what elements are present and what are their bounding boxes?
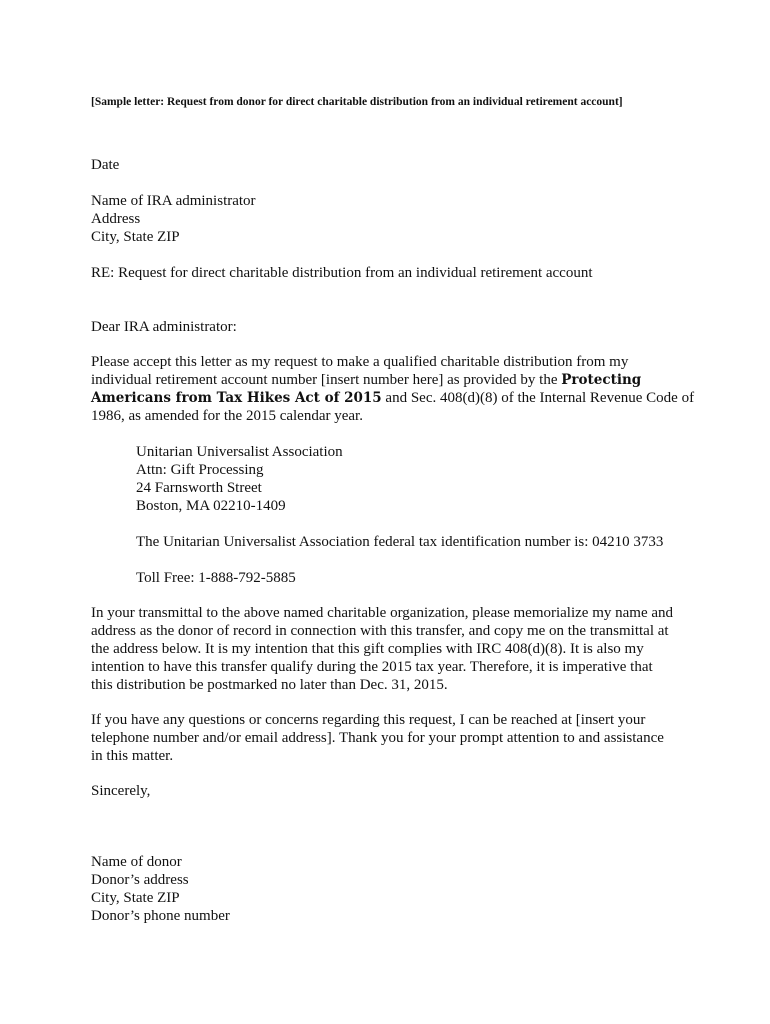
- organization-city: Boston, MA 02210-1409: [136, 498, 286, 514]
- donor-name: Name of donor: [91, 854, 182, 870]
- paragraph-transmittal-line: this distribution be postmarked no later than Dec. 31, 2015.: [91, 677, 448, 693]
- recipient-city-state-zip: City, State ZIP: [91, 229, 180, 245]
- tax-id-line: The Unitarian Universalist Association federal tax identification number is: 04210 3733: [136, 534, 664, 550]
- organization-street: 24 Farnsworth Street: [136, 480, 262, 496]
- date-placeholder: Date: [91, 157, 120, 173]
- salutation: Dear IRA administrator:: [91, 319, 237, 335]
- paragraph-request-line-3: Americans from Tax Hikes Act of 2015 and Sec. 408(d)(8) of the Internal Revenue Code of: [91, 390, 695, 406]
- organization-attn: Attn: Gift Processing: [136, 462, 264, 478]
- act-name-part-2: Americans from Tax Hikes Act of 2015: [91, 390, 382, 406]
- paragraph-contact: [91, 711, 664, 765]
- paragraph-transmittal-line: intention to have this transfer qualify during the 2015 tax year. Therefore, it is imperative that: [91, 659, 653, 675]
- recipient-name: Name of IRA administrator: [91, 193, 256, 209]
- act-name-part-1: Protecting: [561, 372, 642, 388]
- closing: Sincerely,: [91, 783, 151, 799]
- re-line: RE: Request for direct charitable distribution from an individual retirement account: [91, 265, 593, 281]
- donor-address: Donor’s address: [91, 872, 189, 888]
- paragraph-request-line-1: Please accept this letter as my request to make a qualified charitable distribution from my: [91, 354, 629, 370]
- paragraph-request-line-2: individual retirement account number [insert number here] as provided by the Protecting: [91, 372, 642, 388]
- recipient-address: Address: [91, 211, 141, 227]
- paragraph-transmittal-line: address as the donor of record in connection with this transfer, and copy me on the transmittal at: [91, 623, 669, 639]
- paragraph-request: [91, 353, 695, 425]
- donor-city-state-zip: City, State ZIP: [91, 890, 180, 906]
- donor-phone: Donor’s phone number: [91, 908, 230, 924]
- sample-letter-heading: [Sample letter: Request from donor for direct charitable distribution from an individual retirement account]: [91, 96, 623, 108]
- organization-name: Unitarian Universalist Association: [136, 444, 343, 460]
- paragraph-request-line-4: 1986, as amended for the 2015 calendar year.: [91, 408, 363, 424]
- toll-free-line: Toll Free: 1-888-792-5885: [136, 570, 296, 586]
- paragraph-transmittal: [91, 604, 674, 694]
- paragraph-contact-line: If you have any questions or concerns regarding this request, I can be reached at [insert your: [91, 712, 646, 728]
- paragraph-transmittal-line: In your transmittal to the above named charitable organization, please memorialize my name and: [91, 605, 674, 621]
- paragraph-transmittal-line: the address below. It is my intention that this gift complies with IRC 408(d)(8). It is also my: [91, 641, 644, 657]
- paragraph-contact-line: telephone number and/or email address]. Thank you for your prompt attention to and assistance: [91, 730, 664, 746]
- paragraph-contact-line: in this matter.: [91, 748, 174, 764]
